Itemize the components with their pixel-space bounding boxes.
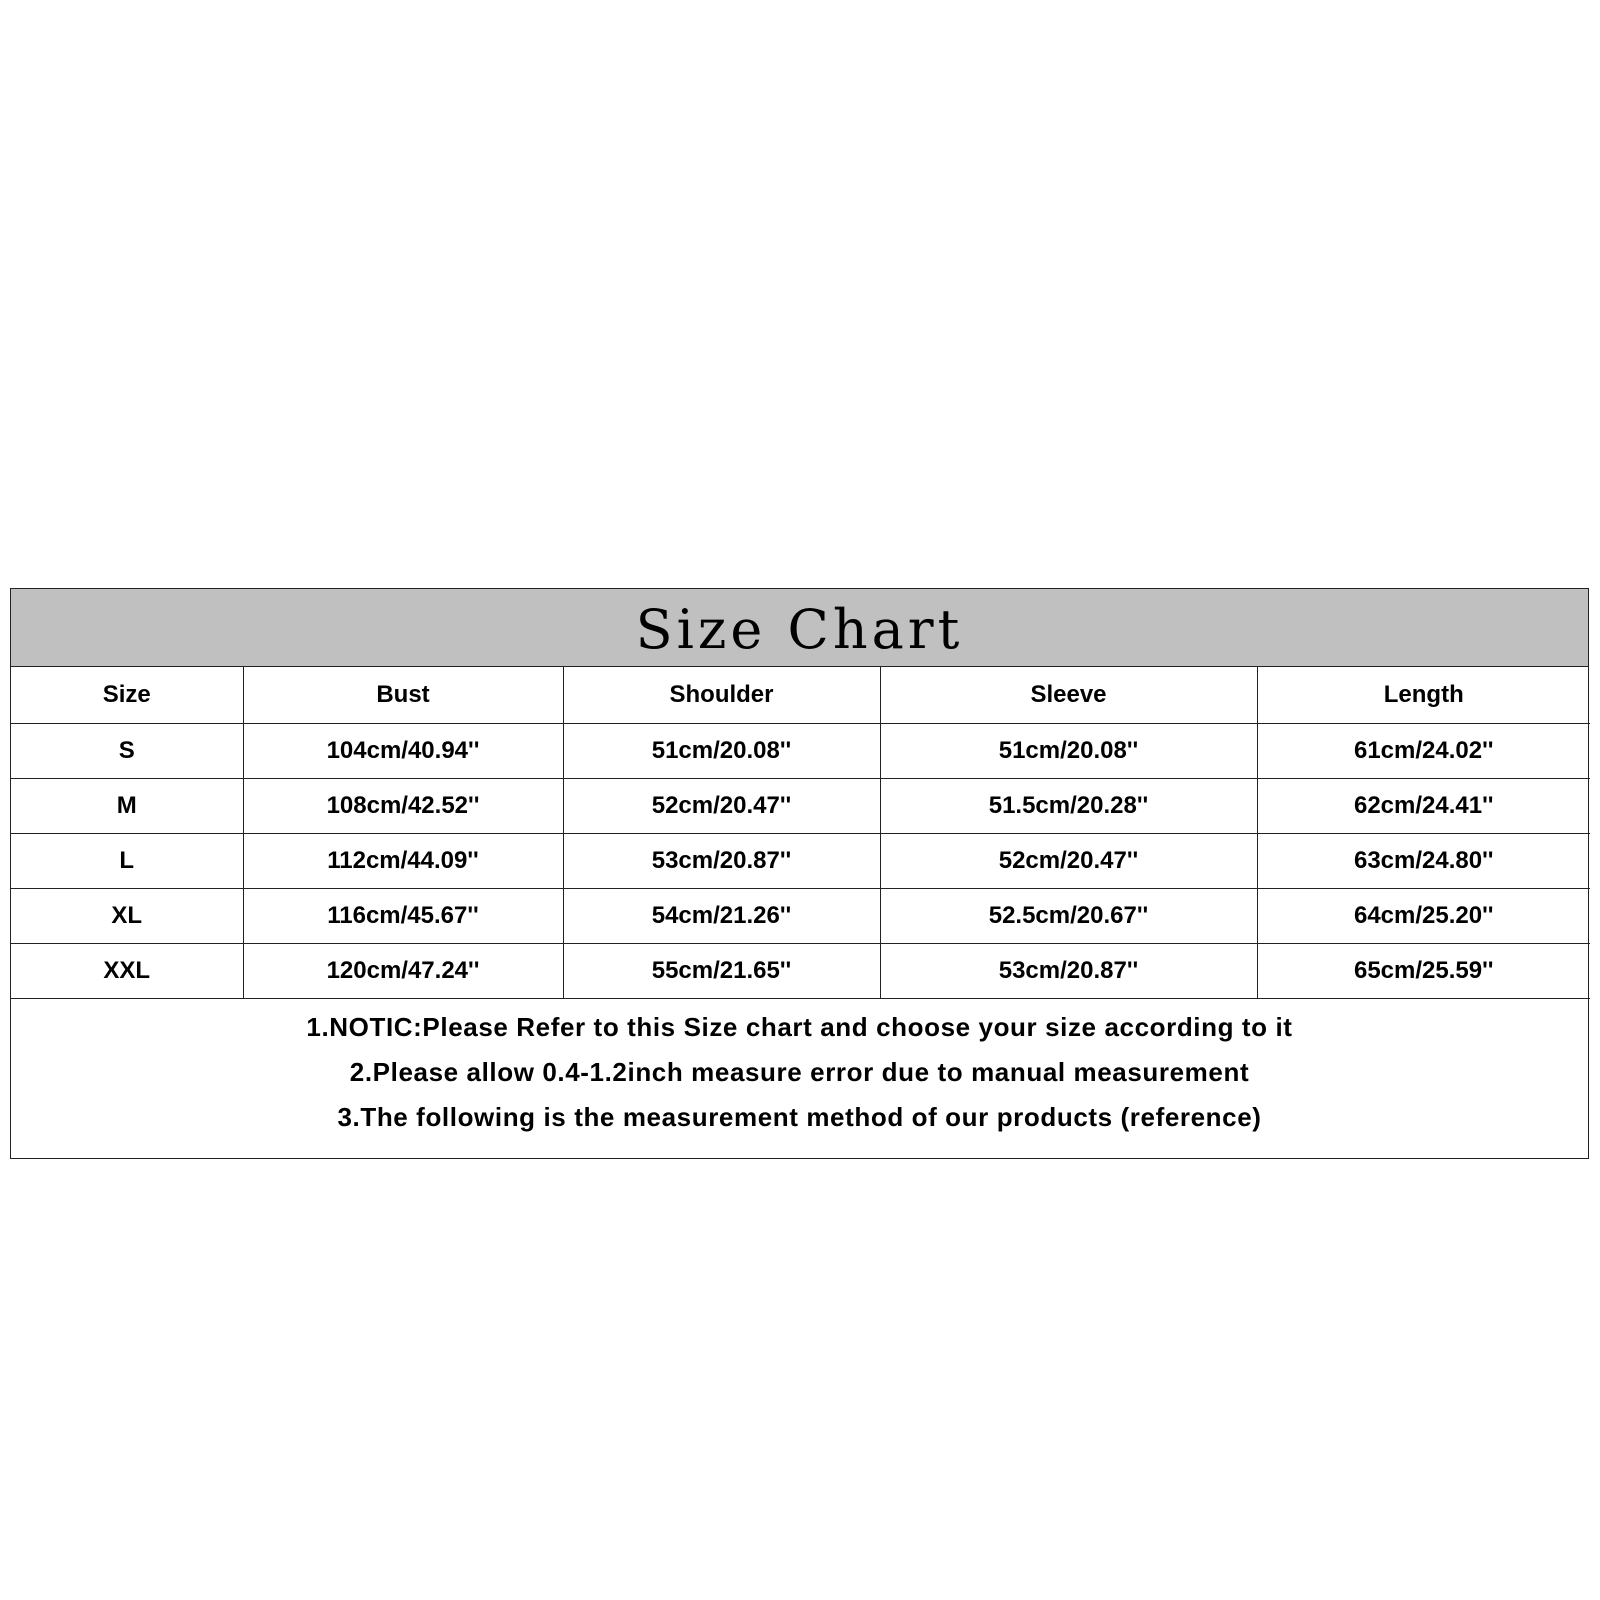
note-line: 1.NOTIC:Please Refer to this Size chart and choose your size according to it xyxy=(306,1011,1293,1042)
cell-shoulder: 52cm/20.47'' xyxy=(563,778,880,833)
cell-length: 61cm/24.02'' xyxy=(1257,723,1590,778)
table-row xyxy=(11,888,1590,943)
header-shoulder: Shoulder xyxy=(563,667,880,723)
cell-sleeve: 53cm/20.87'' xyxy=(880,943,1257,998)
header-size: Size xyxy=(11,667,243,723)
cell-size: M xyxy=(11,778,243,833)
note-line: 2.Please allow 0.4-1.2inch measure error due to manual measurement xyxy=(349,1056,1250,1087)
header-length: Length xyxy=(1257,667,1590,723)
cell-bust: 104cm/40.94'' xyxy=(243,723,563,778)
table-row xyxy=(11,833,1590,888)
title-bar xyxy=(11,589,1588,667)
cell-bust: 112cm/44.09'' xyxy=(243,833,563,888)
cell-size: XL xyxy=(11,888,243,943)
table-row xyxy=(11,943,1590,998)
cell-length: 62cm/24.41'' xyxy=(1257,778,1590,833)
cell-length: 65cm/25.59'' xyxy=(1257,943,1590,998)
cell-sleeve: 52cm/20.47'' xyxy=(880,833,1257,888)
notes xyxy=(11,999,1588,1158)
header-bust: Bust xyxy=(243,667,563,723)
cell-bust: 120cm/47.24'' xyxy=(243,943,563,998)
cell-shoulder: 54cm/21.26'' xyxy=(563,888,880,943)
size-table xyxy=(11,667,1590,999)
cell-sleeve: 51.5cm/20.28'' xyxy=(880,778,1257,833)
size-chart xyxy=(10,588,1589,1159)
cell-size: L xyxy=(11,833,243,888)
cell-shoulder: 51cm/20.08'' xyxy=(563,723,880,778)
cell-shoulder: 55cm/21.65'' xyxy=(563,943,880,998)
chart-title: Size Chart xyxy=(635,598,964,661)
cell-length: 64cm/25.20'' xyxy=(1257,888,1590,943)
cell-size: XXL xyxy=(11,943,243,998)
cell-shoulder: 53cm/20.87'' xyxy=(563,833,880,888)
note-line: 3.The following is the measurement method of our products (reference) xyxy=(337,1101,1262,1132)
cell-size: S xyxy=(11,723,243,778)
table-row xyxy=(11,723,1590,778)
cell-bust: 108cm/42.52'' xyxy=(243,778,563,833)
table-row xyxy=(11,778,1590,833)
table-header-row xyxy=(11,667,1590,723)
cell-length: 63cm/24.80'' xyxy=(1257,833,1590,888)
cell-sleeve: 51cm/20.08'' xyxy=(880,723,1257,778)
header-sleeve: Sleeve xyxy=(880,667,1257,723)
cell-bust: 116cm/45.67'' xyxy=(243,888,563,943)
cell-sleeve: 52.5cm/20.67'' xyxy=(880,888,1257,943)
